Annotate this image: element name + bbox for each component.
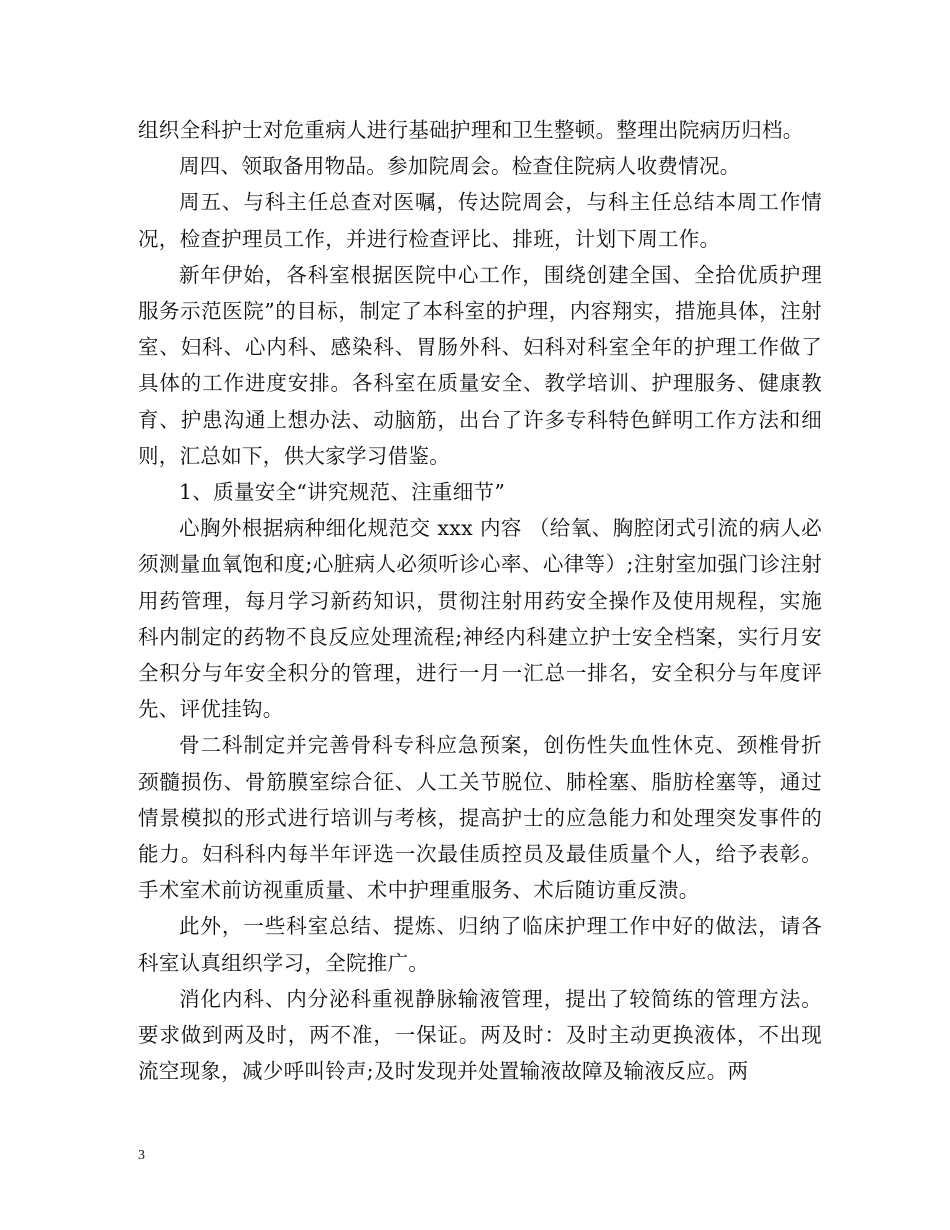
paragraph-8: 此外，一些科室总结、提炼、归纳了临床护理工作中好的做法，请各科室认真组织学习，全院推广。 (138, 914, 822, 975)
paragraph-2: 周四、领取备用物品。参加院周会。检查住院病人收费情况。 (179, 154, 741, 179)
paragraph-9: 消化内科、内分泌科重视静脉输液管理，提出了较简练的管理方法。要求做到两及时，两不准，一保证。两及时：及时主动更换液体，不出现流空现象，减少呼叫铃声;及时发现并处置输液故障及输液反应。两 (138, 986, 822, 1084)
paragraph-6: 心胸外根据病种细化规范交 xxx 内容 （给氧、胸腔闭式引流的病人必须测量血氧饱和度;心脏病人必须听诊心率、心律等）;注射室加强门诊注射用药管理，每月学习新药知识，贯彻注射用药安全操作及使用规程，实施科内制定的药物不良反应处理流程;神经内科建立护士安全档案，实行月安全积分与年安全积分的管理，进行一月一汇总一排名，安全积分与年度评先、评优挂钩。 (138, 516, 822, 722)
paragraph-4: 新年伊始，各科室根据医院中心工作，围绕创建全国、全拾优质护理服务示范医院”的目标，制定了本科室的护理，内容翔实，措施具体，注射室、妇科、心内科、感染科、胃肠外科、妇科对科室全年的护理工作做了具体的工作进度安排。各科室在质量安全、教学培训、护理服务、健康教育、护患沟通上想办法、动脑筋，出台了许多专科特色鲜明工作方法和细则，汇总如下，供大家学习借鉴。 (138, 262, 822, 468)
section-heading-quality-safety: 1、质量安全“讲究规范、注重细节” (179, 480, 506, 505)
paragraph-1: 组织全科护士对危重病人进行基础护理和卫生整顿。整理出院病历归档。 (138, 118, 804, 142)
paragraph-3: 周五、与科主任总查对医嘱，传达院周会，与科主任总结本周工作情况，检查护理员工作，并进行检查评比、排班，计划下周工作。 (138, 190, 822, 251)
page-number: 3 (138, 1148, 145, 1163)
paragraph-7: 骨二科制定并完善骨科专科应急预案，创伤性失血性休克、颈椎骨折颈髓损伤、骨筋膜室综合征、人工关节脱位、肺栓塞、脂肪栓塞等，通过情景模拟的形式进行培训与考核，提高护士的应急能力和处理突发事件的能力。妇科科内每半年评选一次最佳质控员及最佳质量个人，给予表彰。手术室术前访视重质量、术中护理重服务、术后随访重反溃。 (138, 733, 822, 903)
document-body (138, 112, 822, 1089)
